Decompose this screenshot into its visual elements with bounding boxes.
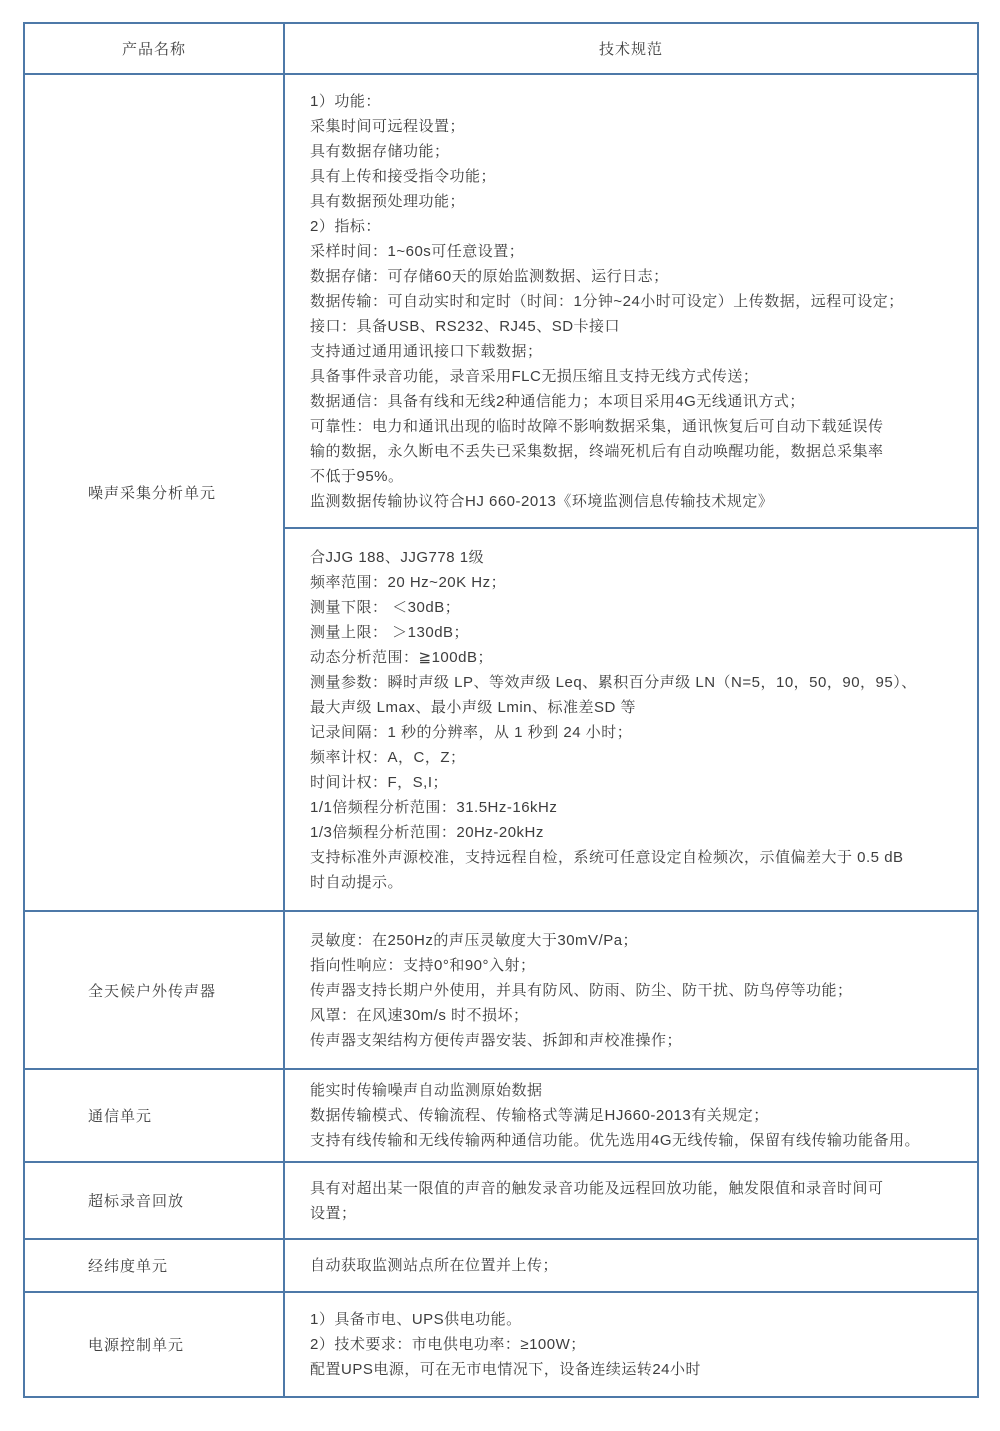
spec-line: 1/1倍频程分析范围：31.5Hz-16kHz [310,798,558,816]
spec-line: 测量上限： ＞130dB； [310,623,470,641]
spec-line: 数据通信：具备有线和无线2种通信能力；本项目采用4G无线通讯方式； [310,392,805,410]
header-product-column: 产品名称 [24,23,284,74]
spec-line: 1/3倍频程分析范围：20Hz-20kHz [310,823,544,841]
spec-line: 风罩：在风速30m/s 时不损坏； [310,1006,529,1024]
spec-line: 支持通过通用通讯接口下载数据； [310,342,543,360]
table-row-latitude-longitude-unit [24,1239,978,1292]
spec-line: 频率范围：20 Hz~20K Hz； [310,573,507,591]
spec-line: 数据存储：可存储60天的原始监测数据、运行日志； [310,267,669,285]
spec-cell-power-control-unit [284,1292,978,1397]
product-cell-noise-collection-unit: 噪声采集分析单元 [24,74,284,911]
spec-line: 传声器支持长期户外使用，并具有防风、防雨、防尘、防干扰、防鸟停等功能； [310,981,853,999]
spec-line: 具有数据预处理功能； [310,192,466,210]
spec-line: 可靠性：电力和通讯出现的临时故障不影响数据采集，通讯恢复后可自动下载延误传 [310,417,884,435]
spec-line: 具有数据存储功能； [310,142,450,160]
spec-line: 合JJG 188、JJG778 1级 [310,548,485,566]
table-header-row [24,23,978,74]
table-row-recording-playback [24,1162,978,1239]
table-row-noise-unit-block1 [24,74,978,528]
spec-line: 记录间隔：1 秒的分辨率，从 1 秒到 24 小时； [310,723,633,741]
spec-line: 支持标准外声源校准，支持远程自检，系统可任意设定自检频次，示值偏差大于 0.5 dB [310,848,904,866]
spec-line: 接口：具备USB、RS232、RJ45、SD卡接口 [310,317,621,335]
table-row-outdoor-microphone [24,911,978,1069]
product-cell-power-control-unit: 电源控制单元 [24,1292,284,1397]
spec-line: 数据传输模式、传输流程、传输格式等满足HJ660-2013有关规定； [310,1107,769,1124]
spec-line: 监测数据传输协议符合HJ 660-2013《环境监测信息传输技术规定》 [310,492,774,510]
spec-line: 设置； [310,1204,357,1222]
spec-line: 频率计权：A，C，Z； [310,748,466,766]
spec-line: 1）功能： [310,92,381,110]
spec-line: 测量参数：瞬时声级 LP、等效声级 Leq、累积百分声级 LN（N=5，10，50，90，95）、 [310,673,917,691]
spec-line: 配置UPS电源，可在无市电情况下，设备连续运转24小时 [310,1361,702,1378]
spec-table [23,22,979,1398]
spec-line: 能实时传输噪声自动监测原始数据 [310,1082,543,1099]
product-cell-recording-playback: 超标录音回放 [24,1162,284,1239]
header-spec-column: 技术规范 [284,23,978,74]
spec-line: 数据传输：可自动实时和定时（时间：1分钟~24小时可设定）上传数据，远程可设定； [310,292,904,310]
spec-line: 2）技术要求：市电供电功率：≥100W； [310,1336,586,1353]
spec-line: 动态分析范围：≧100dB； [310,648,493,666]
spec-line: 最大声级 Lmax、最小声级 Lmin、标准差SD 等 [310,698,637,716]
spec-line: 自动获取监测站点所在位置并上传； [310,1257,559,1274]
spec-cell-communication-unit [284,1069,978,1162]
product-cell-latitude-longitude-unit: 经纬度单元 [24,1239,284,1292]
spec-cell-outdoor-microphone [284,911,978,1069]
product-cell-outdoor-microphone: 全天候户外传声器 [24,911,284,1069]
spec-cell-recording-playback [284,1162,978,1239]
spec-line: 时自动提示。 [310,873,404,891]
spec-line: 1）具备市电、UPS供电功能。 [310,1311,522,1328]
spec-line: 测量下限： ＜30dB； [310,598,461,616]
spec-line: 灵敏度：在250Hz的声压灵敏度大于30mV/Pa； [310,931,639,949]
spec-line: 具备事件录音功能，录音采用FLC无损压缩且支持无线方式传送； [310,367,759,385]
spec-line: 2）指标： [310,217,381,235]
product-cell-communication-unit: 通信单元 [24,1069,284,1162]
table-row-power-control-unit [24,1292,978,1397]
table-row-communication-unit [24,1069,978,1162]
spec-cell-noise-unit-block1 [284,74,978,528]
spec-line: 支持有线传输和无线传输两种通信功能。优先选用4G无线传输，保留有线传输功能备用。 [310,1132,921,1149]
spec-line: 具有上传和接受指令功能； [310,167,497,185]
spec-line: 指向性响应：支持0°和90°入射； [310,956,536,974]
spec-line: 具有对超出某一限值的声音的触发录音功能及远程回放功能，触发限值和录音时间可 [310,1179,884,1197]
spec-line: 采样时间：1~60s可任意设置； [310,242,525,260]
spec-cell-noise-unit-block2 [284,528,978,911]
spec-cell-latitude-longitude-unit [284,1239,978,1292]
spec-line: 采集时间可远程设置； [310,117,466,135]
spec-line: 不低于95%。 [310,467,404,485]
spec-line: 输的数据，永久断电不丢失已采集数据，终端死机后有自动唤醒功能，数据总采集率 [310,442,884,460]
spec-line: 时间计权：F，S,I； [310,773,449,791]
spec-line: 传声器支架结构方便传声器安装、拆卸和声校准操作； [310,1031,683,1049]
